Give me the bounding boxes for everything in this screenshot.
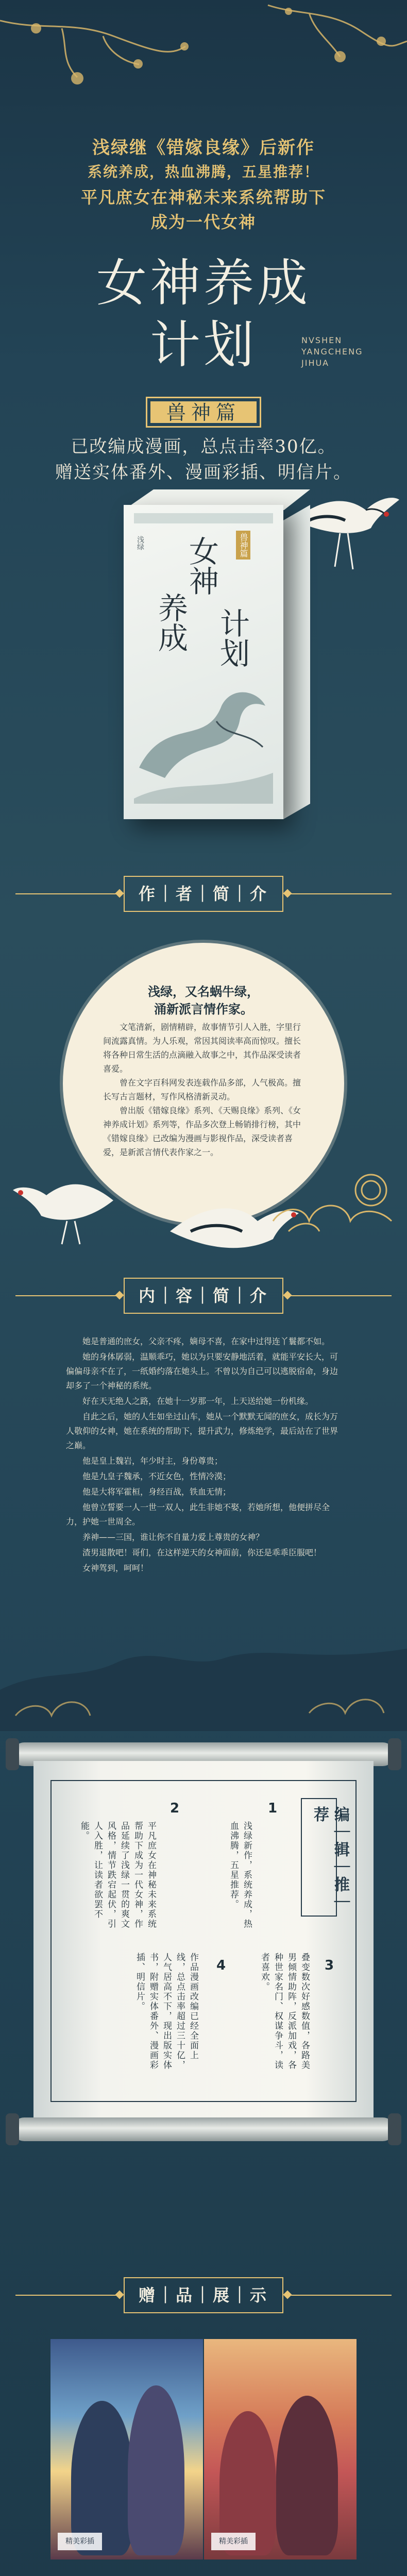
cloud-decoration-right xyxy=(268,1159,402,1242)
synopsis-paragraph: 她是普通的庶女，父亲不疼，嫡母不喜，在家中过得连丫鬟都不如。 xyxy=(82,1336,330,1346)
cover-title-3: 计划 xyxy=(215,608,250,668)
pinyin-line-3: JIHUA xyxy=(301,358,330,368)
scroll-cap-right xyxy=(388,1738,401,1770)
gift-poster-1 xyxy=(50,2339,203,2560)
recommend-num-2: 2 xyxy=(170,1801,180,1816)
author-section-title: 作｜者｜简｜介 xyxy=(124,876,283,912)
header-rule-right xyxy=(289,893,392,894)
gift-section-title: 赠｜品｜展｜示 xyxy=(124,2277,283,2313)
scroll-cap-left xyxy=(6,1738,19,1770)
author-bio xyxy=(103,1020,304,1159)
scroll-bottom-roller xyxy=(13,2117,394,2141)
hero-tagline-2: 系统养成，热血沸腾，五星推荐！ xyxy=(87,163,319,180)
header-rule-right xyxy=(289,2295,392,2296)
editor-recommend-label: 编｜辑｜推｜荐 xyxy=(311,1806,349,1911)
recommend-text-4: 作品漫画改编已经全面上线，总点击率超过三十亿，人气居高不下，现出版实体书，附赠实体番外、漫画彩插、明信片。 xyxy=(134,1953,198,2070)
synopsis-paragraph: 好在天无绝人之路，在她十一岁那一年，上天送给她一份机缘。 xyxy=(82,1396,314,1406)
header-rule-left xyxy=(15,1295,118,1296)
hero-desc-2: 赠送实体番外、漫画彩插、明信片。 xyxy=(55,462,352,483)
scroll-cap-right xyxy=(388,2113,401,2145)
editor-recommend-tag xyxy=(301,1798,349,1917)
cover-tag: 兽神篇 xyxy=(236,531,250,560)
content-synopsis xyxy=(66,1334,341,1577)
header-rule-left xyxy=(15,2295,118,2296)
pinyin-line-1: NVSHEN xyxy=(301,335,343,345)
top-branch-decoration xyxy=(0,0,407,134)
cover-dragon-art xyxy=(134,675,273,804)
synopsis-paragraph: 自此之后，她的人生如坐过山车，她从一个默默无闻的庶女，成长为万人敬仰的女神，她在系统的帮助下，提升武力，修炼绝学，最后站在了世界之巅。 xyxy=(66,1412,338,1450)
subtitle-badge xyxy=(146,397,261,428)
hero-desc-1: 已改编成漫画，总点击率30亿。 xyxy=(71,436,336,457)
content-section-header xyxy=(0,1278,407,1314)
author-bio-paragraph: 曾出版《错嫁良缘》系列、《天赐良缘》系列、《女神养成计划》系列等，作品多次登上畅销排行榜，其中《错嫁良缘》已改编为漫画与影视作品，深受读者喜爱，是新派言情代表作家之一。 xyxy=(103,1106,301,1157)
synopsis-paragraph: 她的身体孱弱，温顺乖巧，她以为只要安静地活着，就能平安长大，可偏偏母亲不在了，一纸婚约落在她头上。不曾以为自己可以逃脱宿命，身边却多了一个神秘的系统。 xyxy=(66,1352,338,1391)
title-pinyin xyxy=(301,335,363,369)
synopsis-paragraph: 渣男退散吧！哥们，在这样逆天的女神面前，你还是乖乖臣服吧！ xyxy=(82,1548,322,1557)
poster-caption: 精美彩插 xyxy=(211,2533,256,2550)
poster-figure xyxy=(276,2396,338,2555)
recommend-num-4: 4 xyxy=(216,1958,226,1973)
header-diamond-left xyxy=(115,1291,124,1300)
synopsis-paragraph: 他曾立誓要一人一世一双人，此生非她不娶，若她所想，他便拼尽全力，护她一世周全。 xyxy=(66,1502,330,1527)
poster-figure xyxy=(128,2385,184,2555)
cover-title-2: 养成 xyxy=(153,592,188,652)
cover-band xyxy=(134,513,273,523)
recommend-num-1: 1 xyxy=(268,1801,278,1816)
synopsis-paragraph: 养神——三国，谁让你不自量力爱上尊贵的女神？ xyxy=(82,1532,264,1542)
mountain-cloud-decoration xyxy=(0,1587,407,1731)
subtitle-text: 兽神篇 xyxy=(150,401,257,423)
hero-tagline-4: 成为一代女神 xyxy=(150,212,256,232)
author-headline-2: 涌新派言情作家。 xyxy=(154,1002,253,1016)
recommend-num-3: 3 xyxy=(325,1958,334,1973)
recommend-text-2: 平凡庶女在神秘未来系统帮助下成为一代女神，作品延续了浅绿一贯的爽文风格，情节跌宕起伏，引人入胜，让读者欲罢不能。 xyxy=(79,1821,156,1929)
book-title-line-1: 女神养成 xyxy=(96,254,311,313)
header-diamond-left xyxy=(115,2291,124,2299)
synopsis-paragraph: 他是大将军霍桓，身经百战，铁血无情； xyxy=(82,1487,231,1497)
poster-figure xyxy=(71,2401,133,2555)
header-diamond-left xyxy=(115,889,124,898)
author-headline-1: 浅绿，又名蜗牛绿， xyxy=(148,985,259,999)
synopsis-paragraph: 他是皇上魏岩，年少时主，身份尊贵； xyxy=(82,1456,223,1466)
recommend-text-3: 叠变数次好感数值，各路美男倾情助阵，反派加戏，各种世家名门、权谋争斗，读者喜欢。 xyxy=(259,1953,310,2070)
poster-caption: 精美彩插 xyxy=(58,2533,102,2550)
scroll-cap-left xyxy=(6,2113,19,2145)
hero-tagline-3: 平凡庶女在神秘未来系统帮助下 xyxy=(80,188,326,207)
pinyin-line-2: YANGCHENG xyxy=(301,347,363,357)
book-title-line-2: 计划 xyxy=(149,316,257,375)
book-box-cover xyxy=(124,505,283,819)
crane-illustration-left xyxy=(10,1170,118,1247)
author-section-header xyxy=(0,876,407,912)
cover-title-1: 女神 xyxy=(184,536,219,596)
recommend-text-1: 浅绿新作，系统养成，热血沸腾，五星推荐。 xyxy=(228,1821,252,1929)
hero-tagline-1: 浅绿继《错嫁良缘》后新作 xyxy=(92,138,315,158)
author-bio-paragraph: 曾在文字百科网发表连载作品多部，人气极高。擅长写古言题材，写作风格清新灵动。 xyxy=(103,1078,301,1101)
synopsis-paragraph: 女神驾到，呵呵！ xyxy=(82,1563,149,1573)
header-rule-left xyxy=(15,893,118,894)
book-box-side xyxy=(283,505,310,819)
author-bio-paragraph: 文笔清新，剧情精辟，故事情节引人入胜，字里行间流露真情。为人乐观，常因其阅读率高而惊叹。擅长将各种日常生活的点滴融入故事之中，其作品深受读者喜爱。 xyxy=(103,1022,301,1074)
header-rule-right xyxy=(289,1295,392,1296)
synopsis-paragraph: 他是九皇子魏承，不近女色，性情冷漠； xyxy=(82,1471,231,1481)
gift-section-header xyxy=(0,2277,407,2313)
cover-author: 浅绿 xyxy=(136,536,144,550)
gift-poster-2 xyxy=(204,2339,357,2560)
content-section-title: 内｜容｜简｜介 xyxy=(124,1278,283,1314)
